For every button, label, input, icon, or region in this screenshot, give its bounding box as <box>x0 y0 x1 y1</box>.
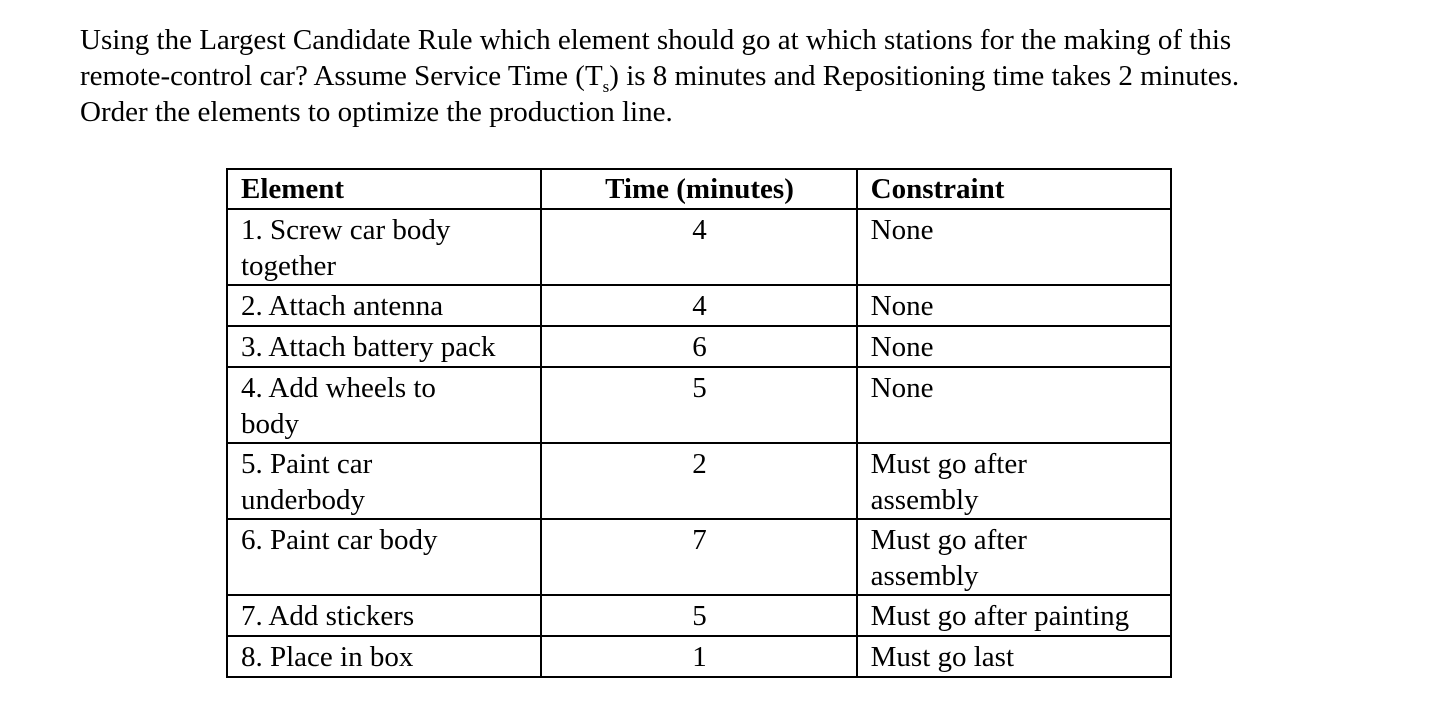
constraint-line-2: assembly <box>870 484 979 516</box>
constraint-line-1: None <box>870 372 934 404</box>
element-cell <box>227 443 541 519</box>
element-line-2: underbody <box>241 484 366 516</box>
question-line-2 <box>80 58 1400 94</box>
constraint-line-1: Must go after <box>870 524 1027 556</box>
constraint-cell: Must go after painting <box>857 595 1171 636</box>
table-row <box>227 326 1171 367</box>
question-text <box>80 22 1400 130</box>
element-line-2: body <box>241 408 299 440</box>
constraint-cell <box>857 519 1171 595</box>
table-row <box>227 443 1171 519</box>
time-cell: 5 <box>541 367 856 443</box>
time-cell: 7 <box>541 519 856 595</box>
question-line-1: Using the Largest Candidate Rule which element should go at which stations for the making of this <box>80 24 1232 56</box>
header-constraint: Constraint <box>857 169 1171 209</box>
constraint-cell: None <box>857 285 1171 326</box>
time-cell: 6 <box>541 326 856 367</box>
time-cell: 4 <box>541 285 856 326</box>
time-cell: 1 <box>541 636 856 677</box>
question-line-2-end: ) is 8 minutes and Repositioning time takes 2 minutes. <box>609 60 1240 92</box>
service-time-subscript: s <box>602 76 610 96</box>
time-cell: 2 <box>541 443 856 519</box>
table-row <box>227 209 1171 285</box>
constraint-cell <box>857 443 1171 519</box>
time-cell: 4 <box>541 209 856 285</box>
constraint-line-1: Must go after <box>870 448 1027 480</box>
element-cell: 2. Attach antenna <box>227 285 541 326</box>
element-cell: 6. Paint car body <box>227 519 541 595</box>
table-header-row <box>227 169 1171 209</box>
element-line-1: 5. Paint car <box>241 448 373 480</box>
element-cell: 8. Place in box <box>227 636 541 677</box>
table-row <box>227 595 1171 636</box>
element-line-2: together <box>241 250 337 282</box>
element-cell: 7. Add stickers <box>227 595 541 636</box>
constraint-cell: None <box>857 326 1171 367</box>
question-line-2-start: remote-control car? Assume Service Time (T <box>80 60 603 92</box>
element-cell <box>227 367 541 443</box>
table-row <box>227 636 1171 677</box>
constraint-line-1: None <box>870 214 934 246</box>
header-element: Element <box>227 169 541 209</box>
element-cell <box>227 209 541 285</box>
question-line-3: Order the elements to optimize the production line. <box>80 96 673 128</box>
header-time: Time (minutes) <box>541 169 856 209</box>
element-line-1: 1. Screw car body <box>241 214 451 246</box>
element-line-1: 4. Add wheels to <box>241 372 436 404</box>
constraint-line-2: assembly <box>870 560 979 592</box>
table-row <box>227 367 1171 443</box>
constraint-cell <box>857 367 1171 443</box>
table-row <box>227 285 1171 326</box>
time-cell: 5 <box>541 595 856 636</box>
table-row <box>227 519 1171 595</box>
elements-table <box>226 168 1172 678</box>
constraint-cell <box>857 209 1171 285</box>
constraint-cell: Must go last <box>857 636 1171 677</box>
element-cell: 3. Attach battery pack <box>227 326 541 367</box>
